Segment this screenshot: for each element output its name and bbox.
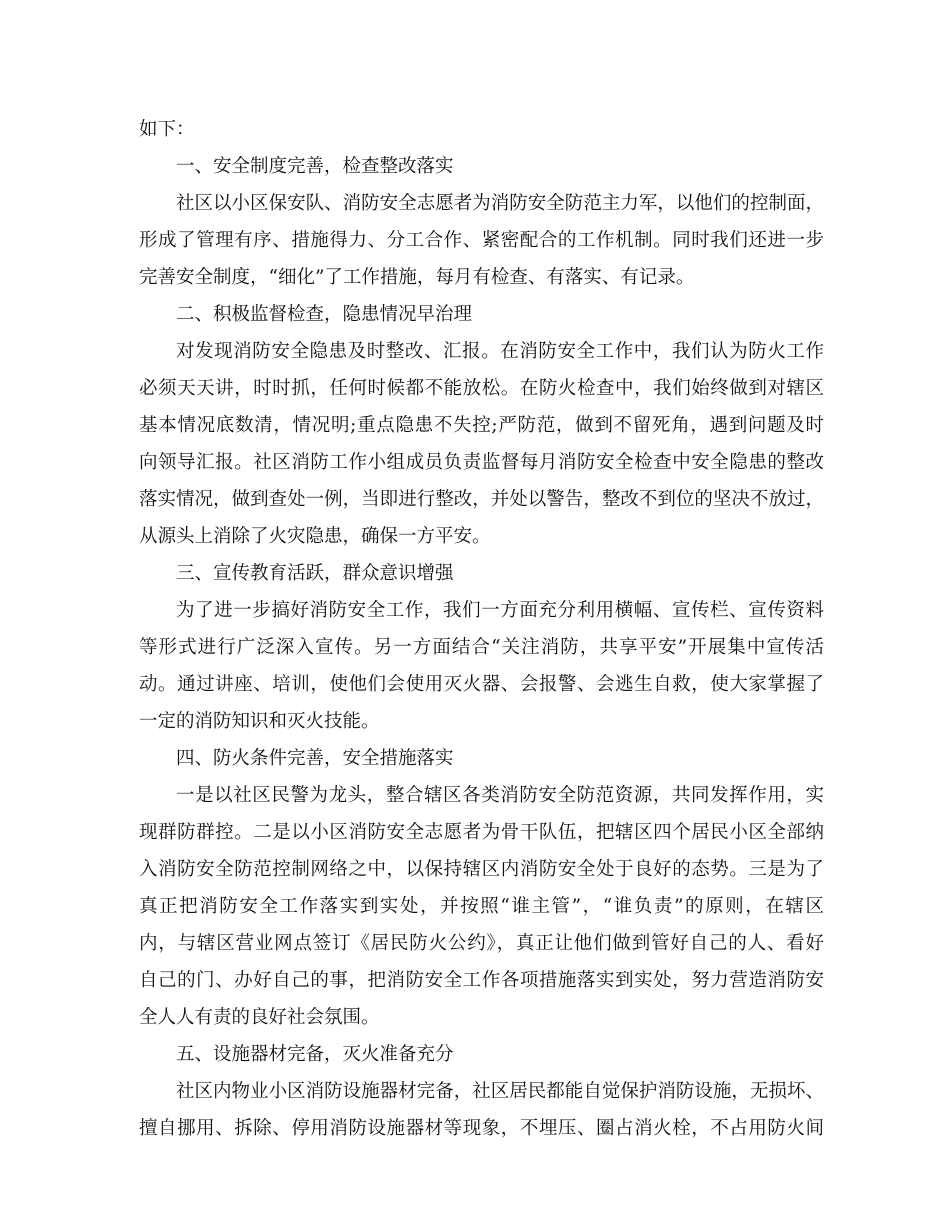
text-line: 现群防群控。二是以小区消防安全志愿者为骨干队伍，把辖区四个居民小区全部纳 [139,822,824,843]
section-heading: 二、积极监督检查，隐患情况早治理 [176,304,473,325]
section-heading: 三、宣传教育活跃，群众意识增强 [176,563,454,584]
text-line: 向领导汇报。社区消防工作小组成员负责监督每月消防安全检查中安全隐患的整改 [139,452,824,473]
text-line: 一是以社区民警为龙头，整合辖区各类消防安全防范资源，共同发挥作用，实 [176,785,824,806]
text-line: 从源头上消除了火灾隐患，确保一方平安。 [139,526,491,547]
text-line: 落实情况，做到查处一例，当即进行整改，并处以警告，整改不到位的坚决不放过， [139,489,824,510]
text-line: 形成了管理有序、措施得力、分工合作、紧密配合的工作机制。同时我们还进一步 [139,230,824,251]
text-line: 擅自挪用、拆除、停用消防设施器材等现象，不埋压、圈占消火栓，不占用防火间 [139,1118,824,1139]
text-line: 完善安全制度，“细化”了工作措施，每月有检查、有落实、有记录。 [139,267,695,288]
section-heading: 四、防火条件完善，安全措施落实 [176,748,454,769]
text-line: 对发现消防安全隐患及时整改、汇报。在消防安全工作中，我们认为防火工作 [176,341,824,362]
text-line: 等形式进行广泛深入宣传。另一方面结合“关注消防，共享平安”开展集中宣传活 [139,637,824,658]
text-line: 内，与辖区营业网点签订《居民防火公约》，真正让他们做到管好自己的人、看好 [139,933,824,954]
text-line: 基本情况底数清，情况明;重点隐患不失控;严防范，做到不留死角，遇到问题及时 [139,415,824,436]
text-line: 如下： [139,119,195,140]
text-line: 为了进一步搞好消防安全工作，我们一方面充分利用横幅、宣传栏、宣传资料 [176,600,824,621]
text-line: 社区内物业小区消防设施器材完备，社区居民都能自觉保护消防设施，无损坏、 [176,1081,824,1102]
section-heading: 一、安全制度完善，检查整改落实 [176,156,454,177]
text-line: 自己的门、办好自己的事，把消防安全工作各项措施落实到实处，努力营造消防安 [139,970,824,991]
text-line: 必须天天讲，时时抓，任何时候都不能放松。在防火检查中，我们始终做到对辖区 [139,378,824,399]
text-line: 入消防安全防范控制网络之中，以保持辖区内消防安全处于良好的态势。三是为了 [139,859,824,880]
text-line: 全人人有责的良好社会氛围。 [139,1007,380,1028]
text-line: 社区以小区保安队、消防安全志愿者为消防安全防范主力军，以他们的控制面， [176,193,824,214]
text-line: 动。通过讲座、培训，使他们会使用灭火器、会报警、会逃生自救，使大家掌握了 [139,674,824,695]
text-line: 真正把消防安全工作落实到实处，并按照“谁主管”，“谁负责”的原则，在辖区 [139,896,824,917]
text-line: 一定的消防知识和灭火技能。 [139,711,380,732]
section-heading: 五、设施器材完备，灭火准备充分 [176,1044,454,1065]
